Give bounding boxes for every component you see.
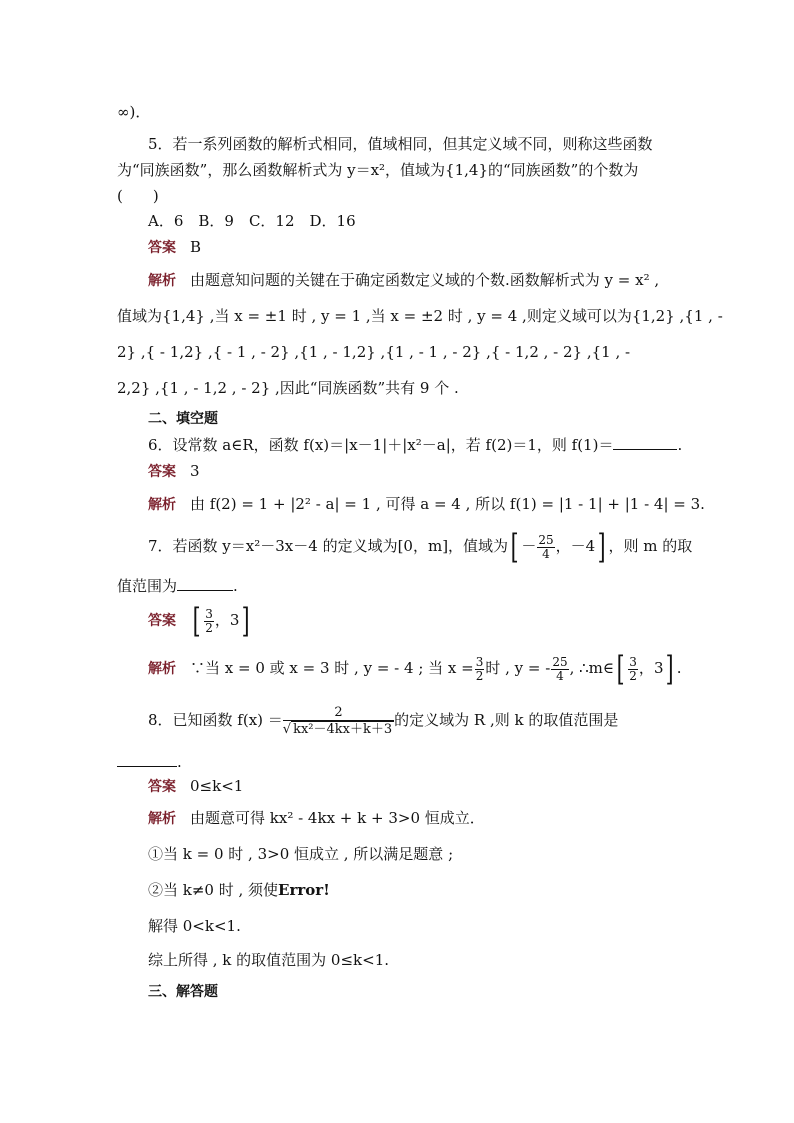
q7-stem: 7．若函数 y＝x²－3x－4 的定义域为[0，m]，值域为[ － $\frac{25}{4}$ ，－4] ，则 m 的取: [148, 527, 693, 567]
minus-sign: －: [521, 537, 537, 555]
q5-paren: ( ): [117, 187, 159, 205]
range-fraction: $\frac{25}{4}$: [538, 532, 554, 561]
q5-stem-line1: 5．若一系列函数的解析式相同，值域相同，但其定义域不同，则称这些函数: [148, 135, 653, 153]
q5-analysis-line4: 2,2} ,{1 , - 1,2 , - 2} ,因此“同族函数”共有 9 个 .: [117, 379, 459, 397]
answer-value: 0≤k<1: [190, 777, 244, 795]
q7-line2-end: .: [233, 577, 238, 595]
q7-analysis: 解析 ∵当 x = 0 或 x = 3 时 , y = - 4 ; 当 x = $\frac{3}{2}$ 时 , y = - $\frac{25}{4}$ , ∴m∈[ $\frac{3}{2}$ ，3] .: [148, 649, 682, 689]
q7-answer: 答案 [ $\frac{3}{2}$ ，3]: [148, 601, 251, 641]
analysis-text-a: ∵当 x = 0 或 x = 3 时 , y = - 4 ; 当 x =: [190, 659, 474, 677]
q5-answer: [148, 237, 201, 258]
section-heading-answer: 三、解答题: [148, 984, 218, 1000]
answer-value: B: [190, 238, 202, 256]
q8-line2-end: .: [177, 753, 182, 771]
analysis-text: 由 f(2) = 1 + |2² - a| = 1 , 可得 a = 4 , 所以 f(1) = |1 - 1| + |1 - 4| = 3.: [190, 495, 705, 513]
q8-summary: 综上所得 , k 的取值范围为 0≤k<1.: [148, 951, 390, 969]
q7-line2-text: 值范围为: [117, 577, 178, 595]
q6-stem-text: 6．设常数 a∈R，函数 f(x)＝|x－1|＋|x²－a|，若 f(2)＝1，则 f(1)＝: [148, 436, 614, 454]
analysis-label: 解析: [148, 661, 176, 677]
answer-label: 答案: [148, 779, 176, 795]
q5-analysis-line1: [148, 270, 659, 291]
answer-blank: [117, 752, 177, 767]
range-end: －4: [570, 537, 596, 555]
q7-stem-text-b: ，则 m 的取: [608, 537, 693, 555]
q6-answer: [148, 461, 200, 482]
analysis-label: 解析: [148, 273, 176, 289]
q5-analysis-line3: 2} ,{ - 1,2} ,{ - 1 , - 2} ,{1 , - 1,2} ,{1 , - 1 , - 2} ,{ - 1,2 , - 2} ,{1 , -: [117, 343, 631, 361]
q8-answer: [148, 776, 243, 797]
q8-stem-text-b: 的定义域为 R ,则 k 的取值范围是: [394, 711, 619, 729]
q7-stem-text-a: 7．若函数 y＝x²－3x－4 的定义域为[0，m]，值域为: [148, 537, 509, 555]
analysis-text-b: 时 , y = -: [485, 659, 551, 677]
q5-analysis-line2: 值域为{1,4} ,当 x = ±1 时 , y = 1 ,当 x = ±2 时 , y = 4 ,则定义域可以为{1,2} ,{1 , -: [117, 307, 723, 325]
x-fraction: $\frac{3}{2}$: [475, 654, 484, 683]
prev-tail: ∞)．: [117, 103, 151, 121]
right-bracket: ]: [597, 527, 606, 567]
analysis-text: 由题意知问题的关键在于确定函数定义域的个数.函数解析式为 y = x² ,: [190, 271, 660, 289]
section-heading-fill-in: 二、填空题: [148, 411, 218, 427]
analysis-text-d: .: [676, 659, 682, 677]
radicand: kx²－4kx＋k＋3: [293, 722, 393, 737]
m-fraction: $\frac{3}{2}$: [629, 654, 637, 683]
left-bracket: [: [616, 649, 625, 689]
answer-end: 3: [229, 611, 240, 629]
q5-stem-line2: 为“同族函数”，那么函数解析式为 y＝x²，值域为{1,4}的“同族函数”的个数为: [117, 161, 639, 179]
answer-blank: [177, 576, 233, 591]
answer-label: 答案: [148, 464, 176, 480]
error-text: Error!: [278, 881, 330, 899]
q5-options: A．6 B．9 C．12 D．16: [148, 212, 356, 230]
right-bracket: ]: [666, 649, 675, 689]
function-fraction: $\frac{2}{\text{√ kx²－4kx＋k＋3}}$: [282, 705, 393, 737]
answer-blank: [613, 435, 677, 450]
left-bracket: [: [192, 601, 201, 641]
q8-stem-text-a: 8．已知函数 f(x) ＝: [148, 711, 283, 729]
analysis-text: 由题意可得 kx² - 4kx + k + 3>0 恒成立．: [190, 809, 485, 827]
q8-stem: [148, 700, 618, 740]
analysis-label: 解析: [148, 497, 176, 513]
q6-stem-end: .: [677, 436, 683, 454]
q8-solve: 解得 0<k<1.: [148, 917, 241, 935]
q8-analysis: [148, 808, 485, 829]
q6-analysis: [148, 494, 705, 515]
q8-stem-line2: [117, 752, 182, 772]
q7-stem-line2: [117, 576, 238, 596]
answer-fraction: $\frac{3}{2}$: [205, 606, 213, 635]
q8-case1: ①当 k = 0 时 , 3>0 恒成立 , 所以满足题意 ;: [148, 845, 454, 863]
analysis-label: 解析: [148, 811, 176, 827]
answer-label: 答案: [148, 240, 176, 256]
y-fraction: $\frac{25}{4}$: [552, 654, 568, 683]
answer-value: 3: [190, 462, 200, 480]
q8-case2: [148, 880, 330, 900]
analysis-text-c: , ∴m∈: [569, 659, 615, 677]
answer-label: 答案: [148, 613, 176, 629]
right-bracket: ]: [242, 601, 251, 641]
q6-stem: [148, 435, 682, 455]
case2-text: ②当 k≠0 时 , 须使: [148, 881, 279, 899]
left-bracket: [: [510, 527, 519, 567]
m-range-end: 3: [653, 659, 664, 677]
